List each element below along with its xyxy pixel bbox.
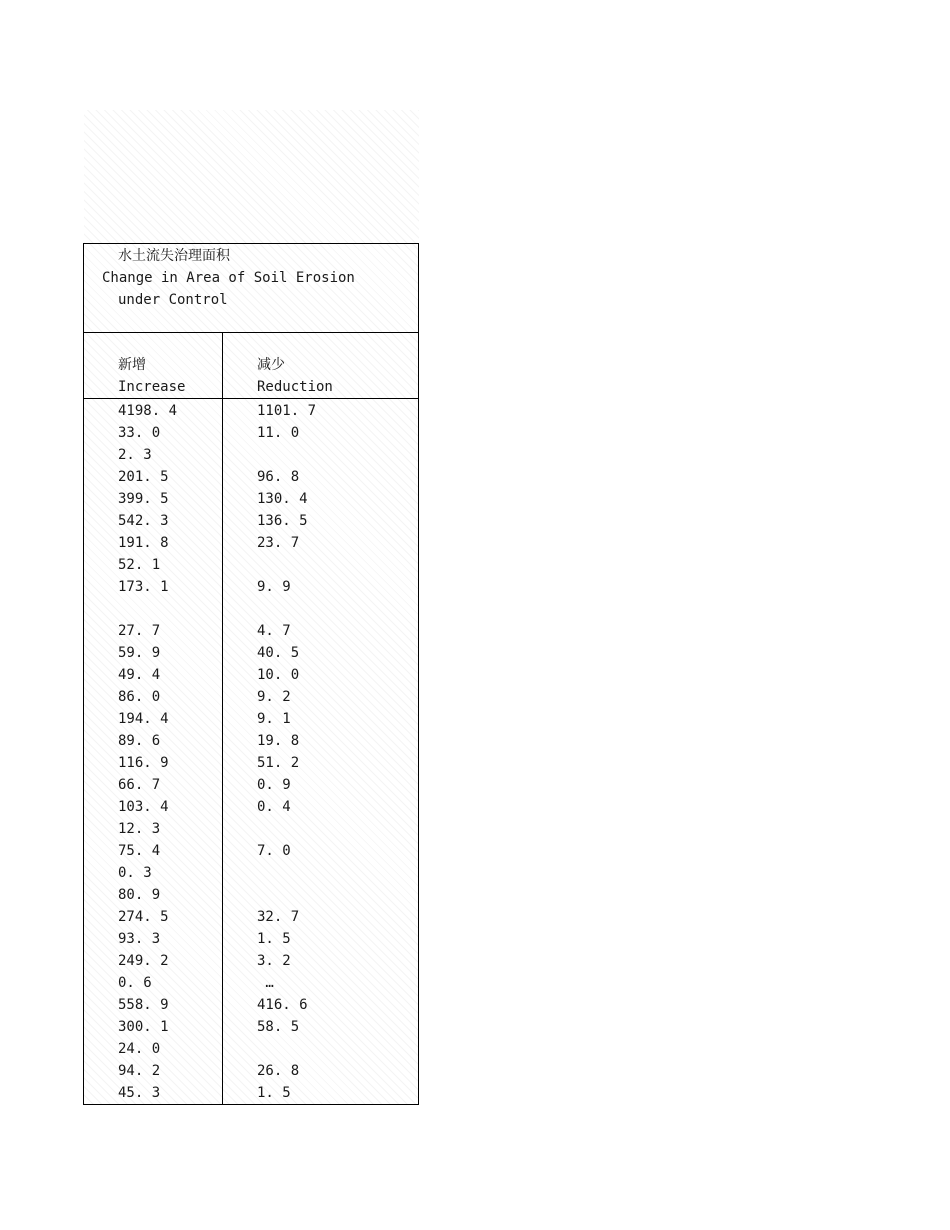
increase-value-cell: 27. 7 [118,623,161,639]
table-title-chinese: 水土流失治理面积 [118,248,230,264]
table-title-english-continued: under Control [118,292,228,308]
increase-value-cell: 45. 3 [118,1085,161,1101]
increase-value-cell: 12. 3 [118,821,161,837]
table-row [84,818,418,840]
increase-value-cell: 2. 3 [118,447,152,463]
column-header-increase-en: Increase [118,379,186,395]
table-title-english: Change in Area of Soil Erosion [102,270,355,286]
reduction-value-cell: 10. 0 [257,667,300,683]
reduction-value-cell: 11. 0 [257,425,300,441]
increase-value-cell: 80. 9 [118,887,161,903]
increase-value-cell: 542. 3 [118,513,169,529]
table-row [84,1082,418,1104]
reduction-value-cell: 26. 8 [257,1063,300,1079]
reduction-value-cell: 1. 5 [257,1085,291,1101]
column-header-reduction-zh: 减少 [257,357,285,373]
increase-value-cell: 4198. 4 [118,403,178,419]
reduction-value-cell: 9. 9 [257,579,291,595]
reduction-value-cell: 1101. 7 [257,403,317,419]
reduction-value-cell: 1. 5 [257,931,291,947]
reduction-value-cell: 416. 6 [257,997,308,1013]
table-row [84,620,418,642]
increase-value-cell: 116. 9 [118,755,169,771]
reduction-value-cell: 7. 0 [257,843,291,859]
table-row [84,972,418,994]
table-row [84,664,418,686]
increase-value-cell: 59. 9 [118,645,161,661]
increase-value-cell: 274. 5 [118,909,169,925]
increase-value-cell: 173. 1 [118,579,169,595]
increase-value-cell: 300. 1 [118,1019,169,1035]
data-table [83,243,419,1105]
table-row [84,422,418,444]
increase-value-cell: 93. 3 [118,931,161,947]
column-header-row [84,333,418,399]
reduction-value-cell: 23. 7 [257,535,300,551]
table-row [84,1038,418,1060]
table-row [84,950,418,972]
increase-value-cell: 89. 6 [118,733,161,749]
reduction-value-cell: 9. 1 [257,711,291,727]
increase-value-cell: 0. 3 [118,865,152,881]
increase-value-cell: 86. 0 [118,689,161,705]
table-row [84,862,418,884]
increase-value-cell: 75. 4 [118,843,161,859]
table-row [84,444,418,466]
increase-value-cell: 558. 9 [118,997,169,1013]
column-header-increase [118,354,185,398]
table-row [84,466,418,488]
increase-value-cell: 49. 4 [118,667,161,683]
reduction-value-cell: 40. 5 [257,645,300,661]
table-row [84,708,418,730]
reduction-value-cell: 51. 2 [257,755,300,771]
table-row [84,642,418,664]
reduction-value-cell: 130. 4 [257,491,308,507]
reduction-value-cell: 136. 5 [257,513,308,529]
table-row [84,1016,418,1038]
reduction-value-cell: 9. 2 [257,689,291,705]
table-row [84,774,418,796]
table-row [84,730,418,752]
table-row [84,686,418,708]
reduction-value-cell: 0. 4 [257,799,291,815]
increase-value-cell: 94. 2 [118,1063,161,1079]
column-header-reduction [257,354,333,398]
increase-value-cell: 0. 6 [118,975,152,991]
increase-value-cell: 191. 8 [118,535,169,551]
reduction-value-cell: 96. 8 [257,469,300,485]
table-row [84,532,418,554]
reduction-value-cell: 58. 5 [257,1019,300,1035]
increase-value-cell: 399. 5 [118,491,169,507]
column-header-increase-zh: 新增 [118,357,146,373]
increase-value-cell: 52. 1 [118,557,161,573]
increase-value-cell: 194. 4 [118,711,169,727]
table-row [84,906,418,928]
table-row [84,928,418,950]
table-body [84,400,418,1104]
reduction-value-cell: 0. 9 [257,777,291,793]
increase-value-cell: 201. 5 [118,469,169,485]
increase-value-cell: 249. 2 [118,953,169,969]
table-row [84,752,418,774]
table-row [84,994,418,1016]
table-title-block [84,244,418,333]
table-row [84,510,418,532]
blank-header-area [84,110,419,243]
table-row [84,554,418,576]
table-row [84,400,418,422]
reduction-value-cell: 19. 8 [257,733,300,749]
reduction-value-cell: 4. 7 [257,623,291,639]
table-row [84,1060,418,1082]
reduction-value-cell: 32. 7 [257,909,300,925]
table-row [84,598,418,620]
table-row [84,488,418,510]
increase-value-cell: 66. 7 [118,777,161,793]
table-row [84,576,418,598]
increase-value-cell: 24. 0 [118,1041,161,1057]
increase-value-cell: 33. 0 [118,425,161,441]
increase-value-cell: 103. 4 [118,799,169,815]
reduction-value-cell: 3. 2 [257,953,291,969]
column-header-reduction-en: Reduction [257,379,333,395]
reduction-value-cell: … [257,975,274,991]
table-row [84,884,418,906]
table-row [84,796,418,818]
table-row [84,840,418,862]
